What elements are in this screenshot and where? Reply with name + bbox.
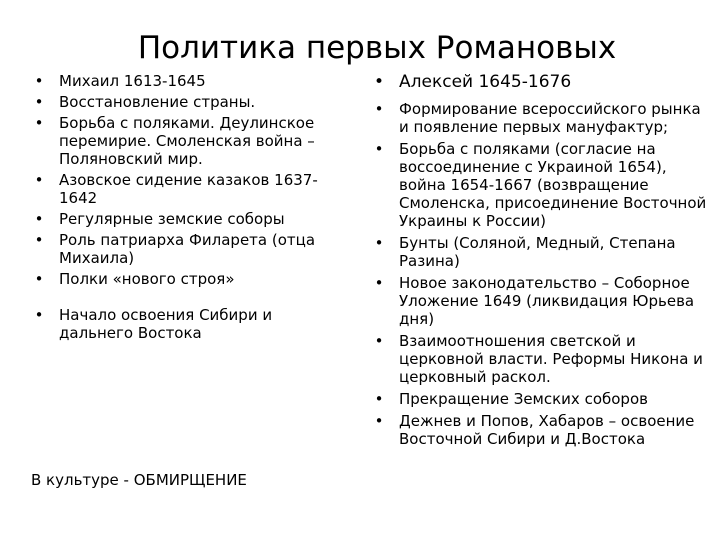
list-item	[34, 93, 349, 111]
list-item	[34, 231, 349, 267]
list-item-text: Формирование всероссийского рынка и появление первых мануфактур;	[399, 100, 701, 136]
bullet-icon: •	[374, 100, 384, 118]
list-item-text: Регулярные земские соборы	[59, 210, 285, 228]
left-bullet-list	[34, 72, 349, 345]
list-item-text: Алексей 1645-1676	[399, 72, 572, 92]
list-item-text: Борьба с поляками (согласие на воссоединение с Украиной 1654), война 1654-1667 (возвращение Смоленска, присоединение Восточной Украины к России)	[399, 140, 707, 230]
list-item	[34, 72, 349, 90]
bullet-icon: •	[34, 210, 44, 228]
list-item-text: Дежнев и Попов, Хабаров – освоение Восточной Сибири и Д.Востока	[399, 412, 695, 448]
culture-note: В культуре - ОБМИРЩЕНИЕ	[31, 471, 247, 489]
list-item-text: Восстановление страны.	[59, 93, 256, 111]
list-item	[374, 274, 715, 328]
page-title: Политика первых Романовых	[137, 30, 617, 66]
bullet-icon: •	[374, 390, 384, 408]
list-item	[34, 210, 349, 228]
bullet-icon: •	[34, 114, 44, 132]
bullet-icon: •	[374, 274, 384, 292]
list-item-text: Роль патриарха Филарета (отца Михаила)	[59, 231, 316, 267]
bullet-icon: •	[34, 231, 44, 249]
bullet-icon: •	[374, 140, 384, 158]
list-item	[374, 332, 715, 386]
list-item	[34, 270, 349, 288]
list-item-text: Борьба с поляками. Деулинское перемирие. Смоленская война – Поляновский мир.	[59, 114, 315, 168]
list-item-text: Азовское сидение казаков 1637-1642	[59, 171, 318, 207]
list-item	[374, 140, 715, 230]
bullet-icon: •	[34, 306, 44, 324]
list-item-text: Прекращение Земских соборов	[399, 390, 648, 408]
list-item	[34, 171, 349, 207]
list-item	[34, 114, 349, 168]
bullet-icon: •	[34, 93, 44, 111]
bullet-icon: •	[373, 72, 385, 92]
bullet-icon: •	[374, 412, 384, 430]
bullet-icon: •	[34, 171, 44, 189]
list-item-text: Начало освоения Сибири и дальнего Востока	[59, 306, 273, 342]
list-item	[374, 100, 715, 136]
list-item	[374, 390, 715, 408]
list-item-text: Бунты (Соляной, Медный, Степана Разина)	[399, 234, 676, 270]
bullet-icon: •	[34, 72, 44, 90]
list-item	[374, 234, 715, 270]
bullet-icon: •	[34, 270, 44, 288]
right-bullet-list	[373, 72, 715, 452]
bullet-icon: •	[374, 234, 384, 252]
list-item-text: Взаимоотношения светской и церковной власти. Реформы Никона и церковный раскол.	[399, 332, 703, 386]
bullet-icon: •	[374, 332, 384, 350]
list-item	[374, 412, 715, 448]
list-item	[373, 72, 715, 92]
list-item	[34, 306, 349, 342]
list-item-text: Михаил 1613-1645	[59, 72, 206, 90]
list-item-text: Полки «нового строя»	[59, 270, 235, 288]
list-item-text: Новое законодательство – Соборное Уложение 1649 (ликвидация Юрьева дня)	[399, 274, 695, 328]
